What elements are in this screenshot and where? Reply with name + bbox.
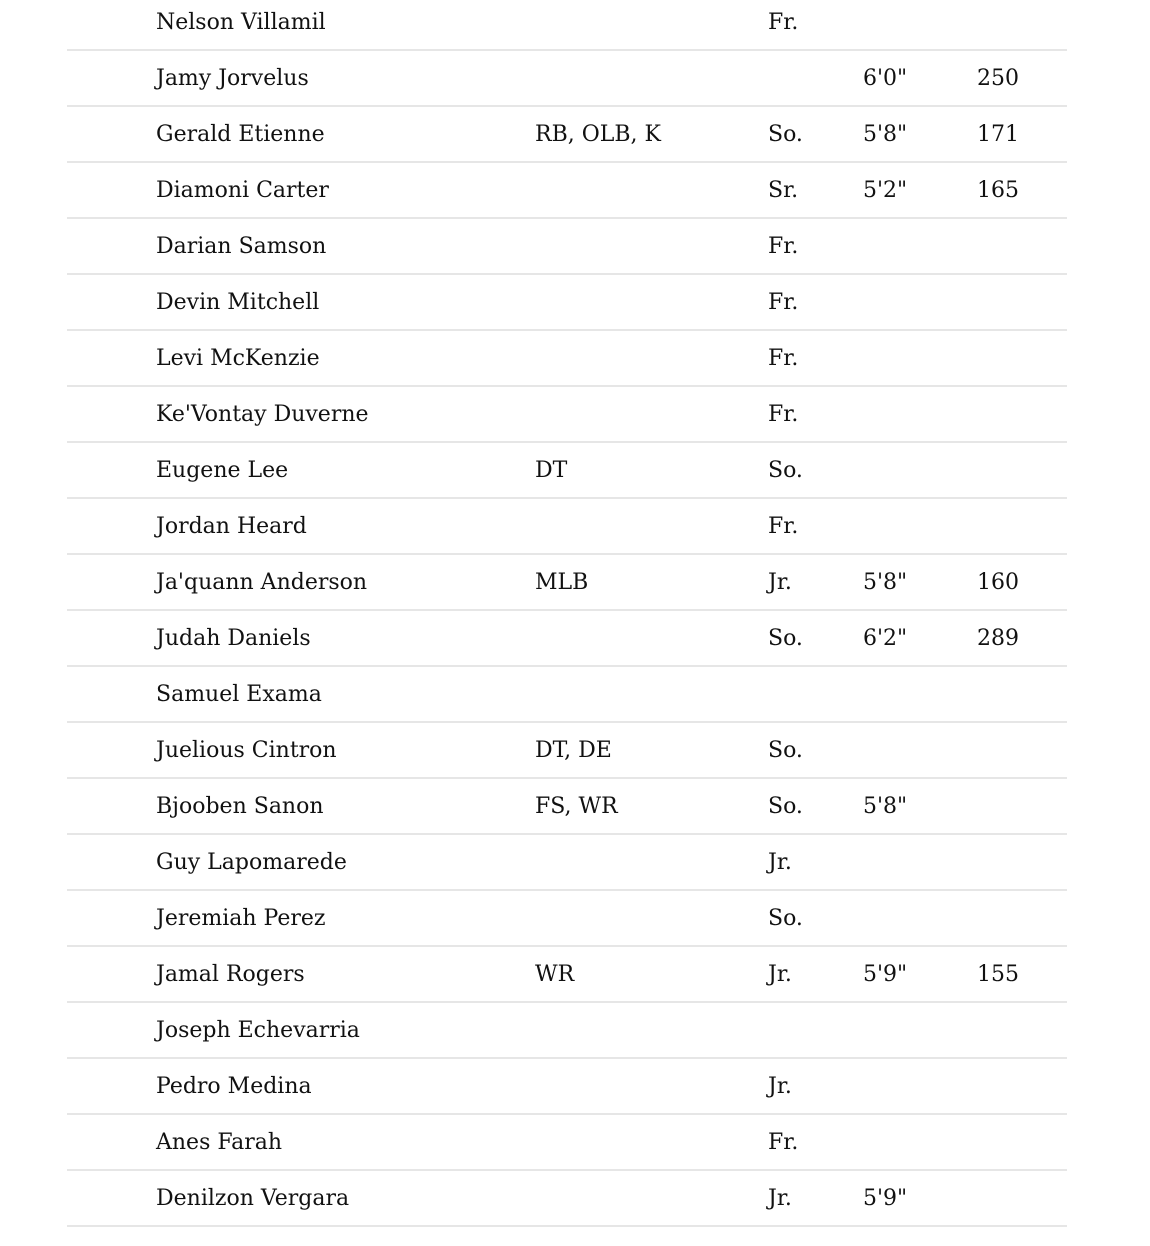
player-name: Ke'Vontay Duverne — [156, 402, 369, 427]
table-row — [67, 611, 1067, 667]
player-name: Devin Mitchell — [156, 290, 320, 315]
table-row — [67, 387, 1067, 443]
table-row — [67, 107, 1067, 163]
player-height: 5'9" — [863, 962, 908, 987]
player-name: Joseph Echevarria — [156, 1018, 360, 1043]
player-name: Jeremiah Perez — [156, 906, 326, 931]
table-row — [67, 275, 1067, 331]
player-year: So. — [768, 626, 803, 651]
player-name: Juelious Cintron — [156, 738, 337, 763]
player-height: 5'8" — [863, 570, 908, 595]
table-row — [67, 51, 1067, 107]
player-weight: 165 — [977, 178, 1019, 203]
player-year: So. — [768, 122, 803, 147]
player-name: Judah Daniels — [156, 626, 311, 651]
table-row — [67, 723, 1067, 779]
table-row — [67, 219, 1067, 275]
player-year: Fr. — [768, 514, 799, 539]
player-year: Jr. — [768, 570, 792, 595]
player-year: Jr. — [768, 962, 792, 987]
player-year: So. — [768, 794, 803, 819]
player-year: Sr. — [768, 178, 799, 203]
player-weight: 160 — [977, 570, 1019, 595]
player-year: Fr. — [768, 10, 799, 35]
roster-table — [67, 0, 1067, 1227]
player-name: Nelson Villamil — [156, 10, 326, 35]
player-name: Ja'quann Anderson — [156, 570, 368, 595]
player-position: FS, WR — [535, 794, 618, 819]
table-row — [67, 1059, 1067, 1115]
player-weight: 250 — [977, 66, 1019, 91]
player-name: Denilzon Vergara — [156, 1186, 350, 1211]
player-name: Diamoni Carter — [156, 178, 329, 203]
player-position: RB, OLB, K — [535, 122, 661, 147]
player-year: Jr. — [768, 850, 792, 875]
player-year: Jr. — [768, 1186, 792, 1211]
table-row — [67, 499, 1067, 555]
player-year: So. — [768, 906, 803, 931]
table-row — [67, 891, 1067, 947]
player-name: Jamy Jorvelus — [156, 66, 309, 91]
player-year: So. — [768, 458, 803, 483]
table-row — [67, 667, 1067, 723]
player-weight: 289 — [977, 626, 1019, 651]
player-year: Fr. — [768, 234, 799, 259]
player-height: 5'2" — [863, 178, 908, 203]
player-name: Gerald Etienne — [156, 122, 325, 147]
table-row — [67, 555, 1067, 611]
player-position: MLB — [535, 570, 589, 595]
player-name: Darian Samson — [156, 234, 327, 259]
table-row — [67, 779, 1067, 835]
table-row — [67, 1003, 1067, 1059]
table-row — [67, 331, 1067, 387]
table-row — [67, 835, 1067, 891]
player-name: Pedro Medina — [156, 1074, 312, 1099]
table-row — [67, 163, 1067, 219]
player-name: Eugene Lee — [156, 458, 289, 483]
table-row — [67, 1115, 1067, 1171]
player-name: Jamal Rogers — [156, 962, 305, 987]
player-year: Fr. — [768, 1130, 799, 1155]
table-row — [67, 443, 1067, 499]
table-row — [67, 0, 1067, 51]
player-weight: 171 — [977, 122, 1019, 147]
player-height: 6'0" — [863, 66, 908, 91]
player-year: Fr. — [768, 402, 799, 427]
player-year: Jr. — [768, 1074, 792, 1099]
player-name: Jordan Heard — [156, 514, 307, 539]
player-name: Samuel Exama — [156, 682, 322, 707]
player-position: DT, DE — [535, 738, 612, 763]
player-name: Levi McKenzie — [156, 346, 320, 371]
player-height: 5'8" — [863, 122, 908, 147]
player-height: 5'9" — [863, 1186, 908, 1211]
table-row — [67, 1171, 1067, 1227]
player-weight: 155 — [977, 962, 1019, 987]
player-year: Fr. — [768, 346, 799, 371]
player-position: WR — [535, 962, 575, 987]
player-position: DT — [535, 458, 568, 483]
player-year: Fr. — [768, 290, 799, 315]
player-name: Guy Lapomarede — [156, 850, 347, 875]
player-height: 5'8" — [863, 794, 908, 819]
player-year: So. — [768, 738, 803, 763]
player-name: Anes Farah — [156, 1130, 283, 1155]
table-row — [67, 947, 1067, 1003]
player-height: 6'2" — [863, 626, 908, 651]
player-name: Bjooben Sanon — [156, 794, 324, 819]
